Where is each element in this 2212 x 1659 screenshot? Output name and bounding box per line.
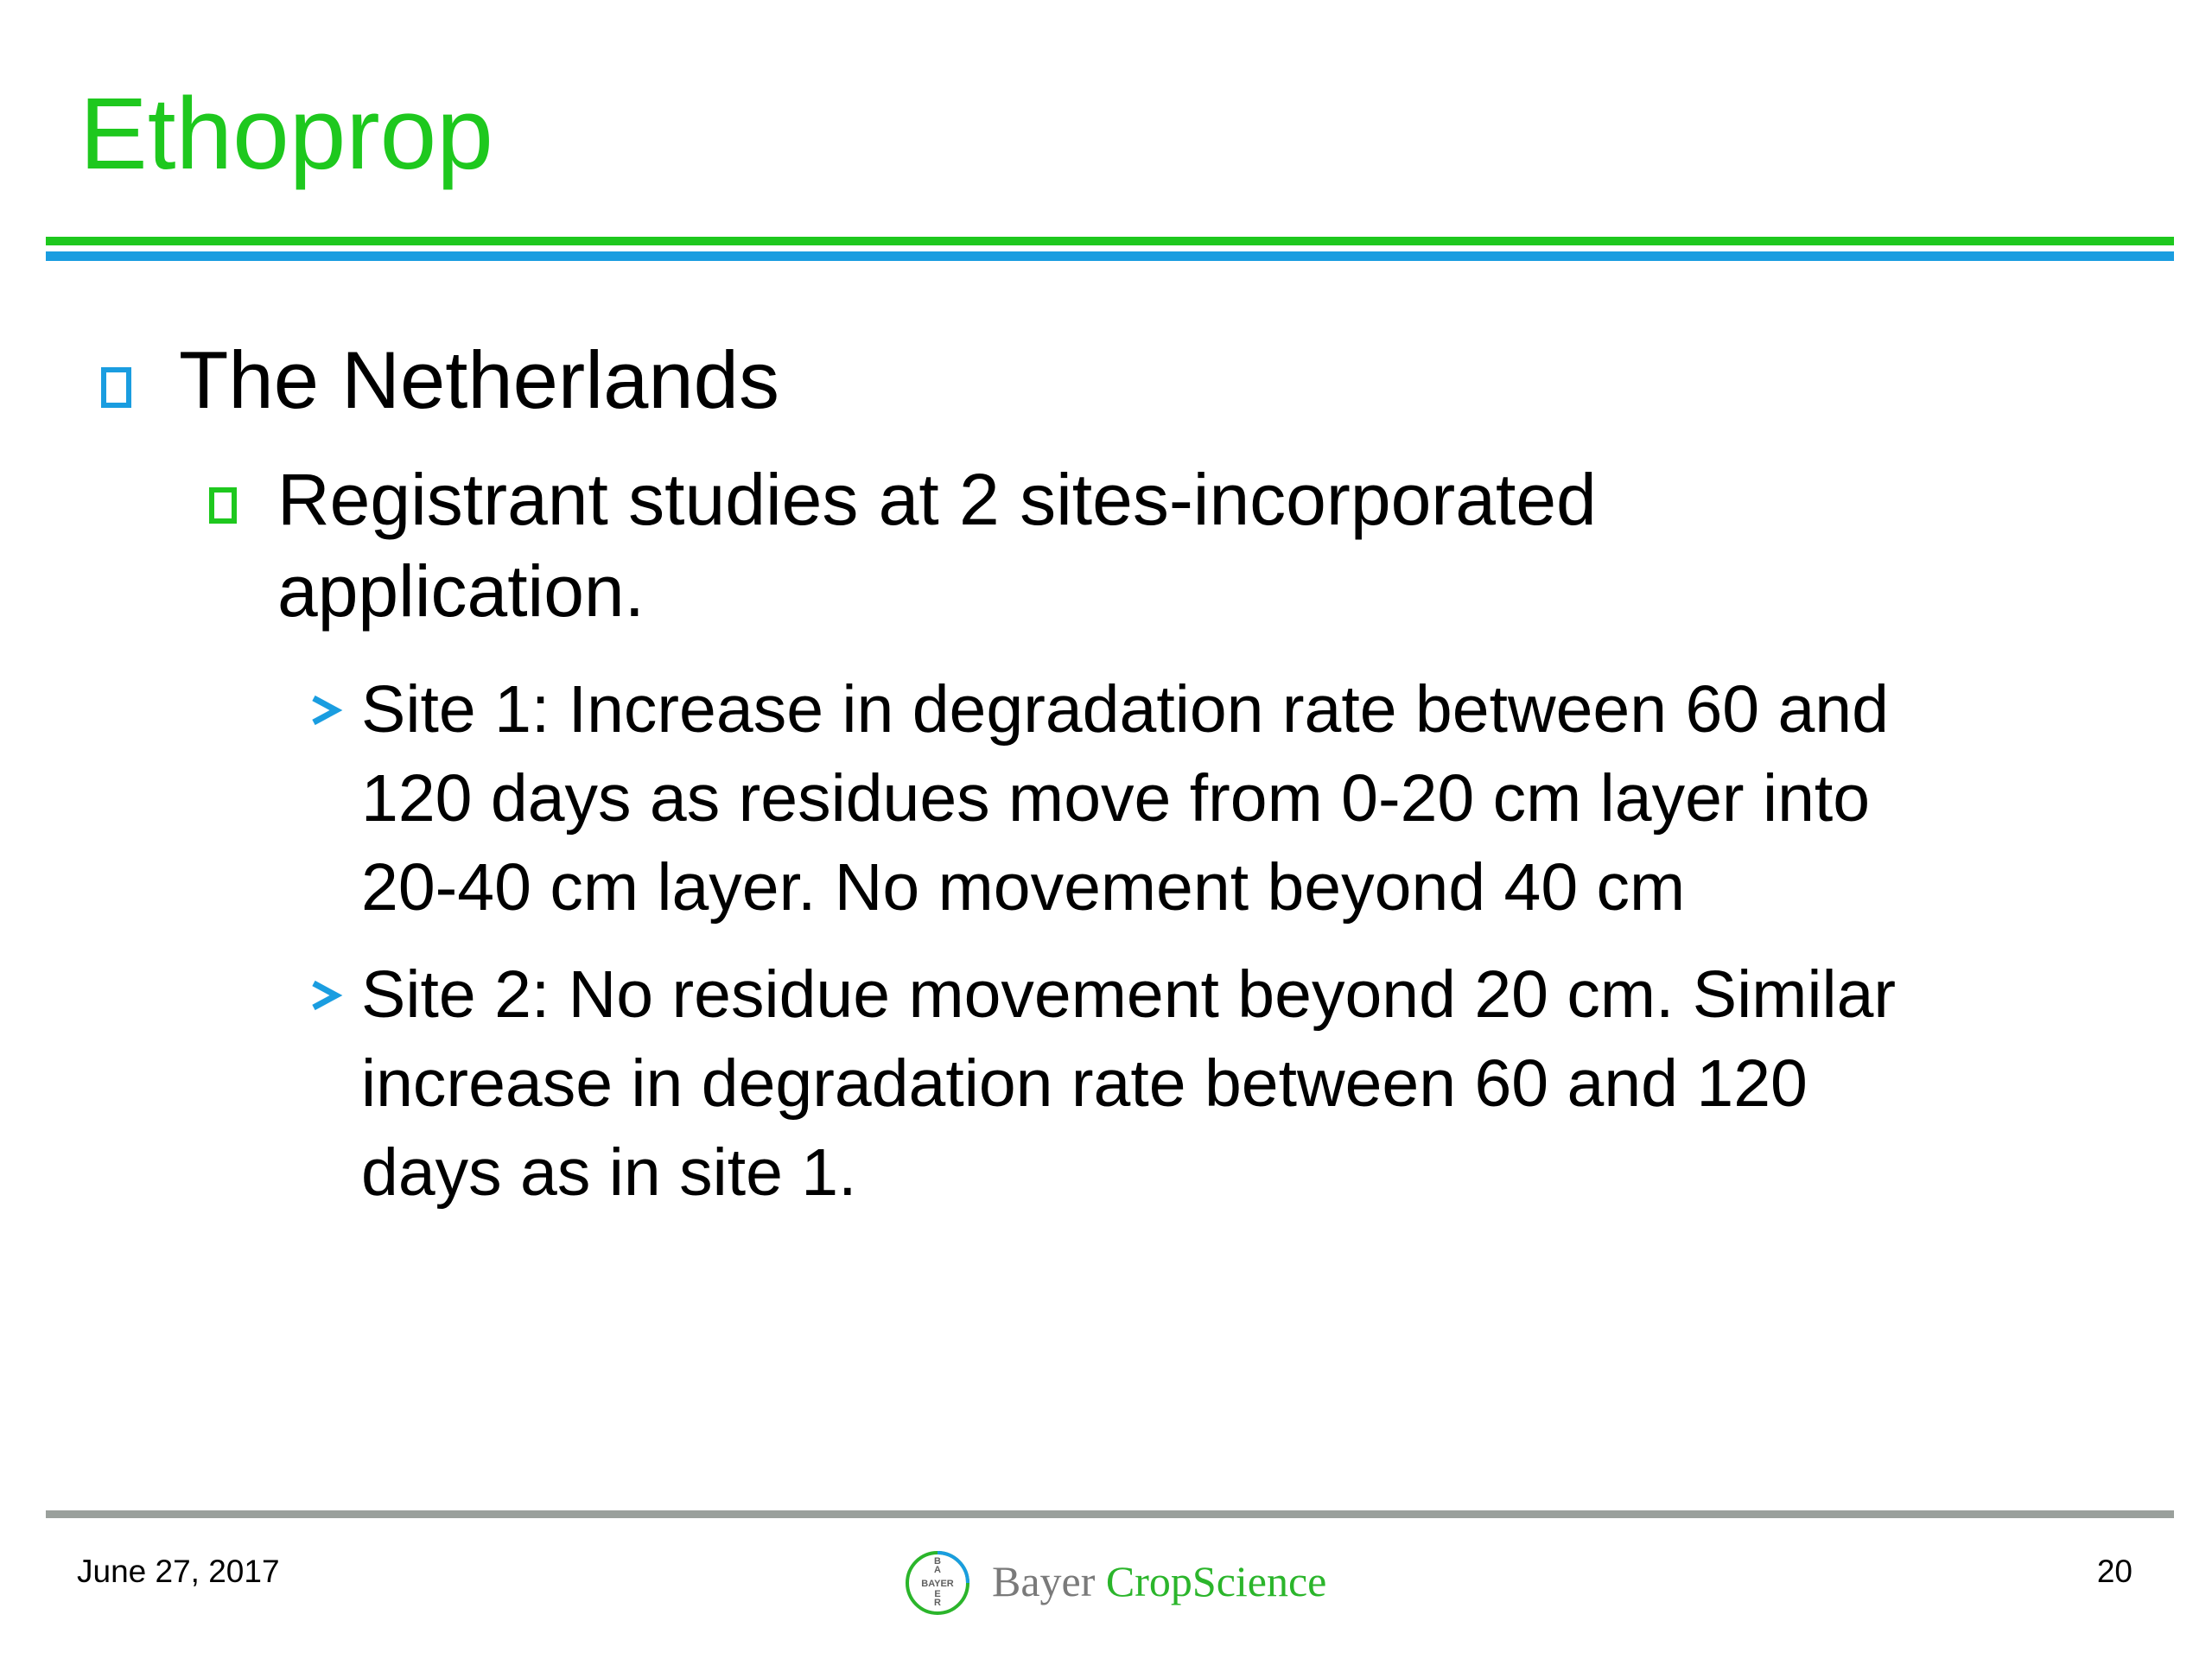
svg-text:R: R <box>934 1598 941 1608</box>
arrowhead-bullet-icon <box>308 693 345 728</box>
bullet-level2-line: Registrant studies at 2 sites-incorporated <box>277 459 1597 540</box>
svg-text:BAYER: BAYER <box>921 1579 954 1589</box>
bullet-level2-line: application. <box>277 550 645 632</box>
slide-title: Ethoprop <box>79 77 493 191</box>
title-rule-blue <box>46 251 2174 261</box>
footer-date: June 27, 2017 <box>77 1554 280 1589</box>
logo-brand-bayer: Bayer <box>992 1557 1096 1605</box>
bullet-level3-line: Site 1: Increase in degradation rate between 60 and <box>361 672 1889 747</box>
square-bullet-icon <box>209 487 237 524</box>
bullet-level3-site1 <box>361 665 1889 932</box>
title-rule-green <box>46 237 2174 245</box>
bullet-level3-site2 <box>361 950 1896 1217</box>
square-bullet-icon <box>101 367 131 408</box>
bullet-level2-text <box>277 454 1597 637</box>
svg-text:B: B <box>934 1556 941 1567</box>
logo-brand-cropscience: CropScience <box>1105 1557 1327 1605</box>
footer-rule <box>46 1510 2174 1518</box>
arrowhead-bullet-icon <box>308 978 345 1013</box>
bullet-level1-text: The Netherlands <box>179 334 779 425</box>
logo-wordmark <box>992 1555 1326 1607</box>
bullet-level3-line: days as in site 1. <box>361 1135 857 1210</box>
bullet-level3-line: 120 days as residues move from 0-20 cm layer into <box>361 761 1871 836</box>
bullet-level3-line: 20-40 cm layer. No movement beyond 40 cm <box>361 850 1686 925</box>
bullet-level3-line: increase in degradation rate between 60 and 120 <box>361 1046 1808 1121</box>
bayer-cross-logo <box>903 1548 972 1618</box>
svg-text:A: A <box>934 1565 941 1575</box>
page-number: 20 <box>2096 1554 2133 1589</box>
bullet-level3-line: Site 2: No residue movement beyond 20 cm. Similar <box>361 957 1897 1032</box>
svg-text:E: E <box>934 1589 941 1599</box>
